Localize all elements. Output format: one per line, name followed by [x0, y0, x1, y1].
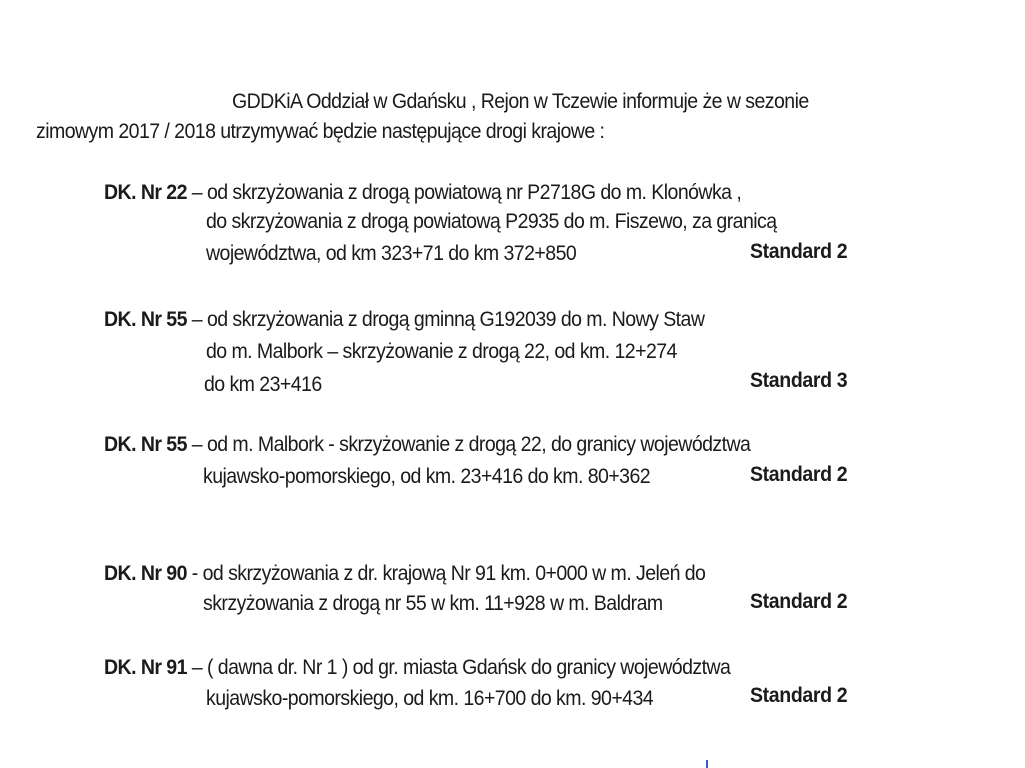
- road-separator: –: [186, 181, 207, 204]
- road-number: DK. Nr 22: [104, 181, 187, 204]
- route-description: skrzyżowania z drogą nr 55 w km. 11+928 w m. Baldram: [203, 592, 663, 615]
- route-description: kujawsko-pomorskiego, od km. 23+416 do km. 80+362: [203, 465, 651, 488]
- road-separator: –: [186, 656, 207, 679]
- route-description: do m. Malbork – skrzyżowanie z drogą 22, od km. 12+274: [206, 340, 677, 363]
- entry-line: [104, 656, 730, 680]
- standard-label: Standard 3: [750, 369, 848, 392]
- route-description: od skrzyżowania z dr. krajową Nr 91 km. 0+000 w m. Jeleń do: [202, 562, 706, 585]
- entry-line: [104, 562, 705, 586]
- route-description: od m. Malbork - skrzyżowanie z drogą 22, do granicy województwa: [206, 433, 751, 456]
- entry-line: [104, 308, 704, 332]
- intro-line-1: GDDKiA Oddział w Gdańsku , Rejon w Tczewie informuje że w sezonie: [232, 90, 809, 113]
- route-description: do skrzyżowania z drogą powiatową P2935 do m. Fiszewo, za granicą: [206, 210, 777, 233]
- standard-label: Standard 2: [750, 240, 848, 263]
- route-description: województwa, od km 323+71 do km 372+850: [206, 242, 577, 265]
- standard-label: Standard 2: [750, 684, 848, 707]
- standard-label: Standard 2: [750, 590, 848, 613]
- route-description: od skrzyżowania z drogą gminną G192039 do m. Nowy Staw: [206, 308, 705, 331]
- road-number: DK. Nr 55: [104, 433, 187, 456]
- route-description: do km 23+416: [204, 373, 322, 396]
- entry-line: [104, 181, 741, 205]
- road-number: DK. Nr 91: [104, 656, 187, 679]
- road-number: DK. Nr 55: [104, 308, 187, 331]
- intro-line-2: zimowym 2017 / 2018 utrzymywać będzie następujące drogi krajowe :: [36, 120, 605, 143]
- road-separator: –: [186, 308, 207, 331]
- route-description: od skrzyżowania z drogą powiatową nr P2718G do m. Klonówka ,: [206, 181, 742, 204]
- standard-label: Standard 2: [750, 463, 848, 486]
- route-description: kujawsko-pomorskiego, od km. 16+700 do km. 90+434: [206, 687, 654, 710]
- scan-speck: [706, 760, 708, 768]
- road-number: DK. Nr 90: [104, 562, 187, 585]
- entry-line: [104, 433, 750, 457]
- road-separator: -: [186, 562, 203, 585]
- route-description: ( dawna dr. Nr 1 ) od gr. miasta Gdańsk do granicy województwa: [206, 656, 731, 679]
- road-separator: –: [186, 433, 207, 456]
